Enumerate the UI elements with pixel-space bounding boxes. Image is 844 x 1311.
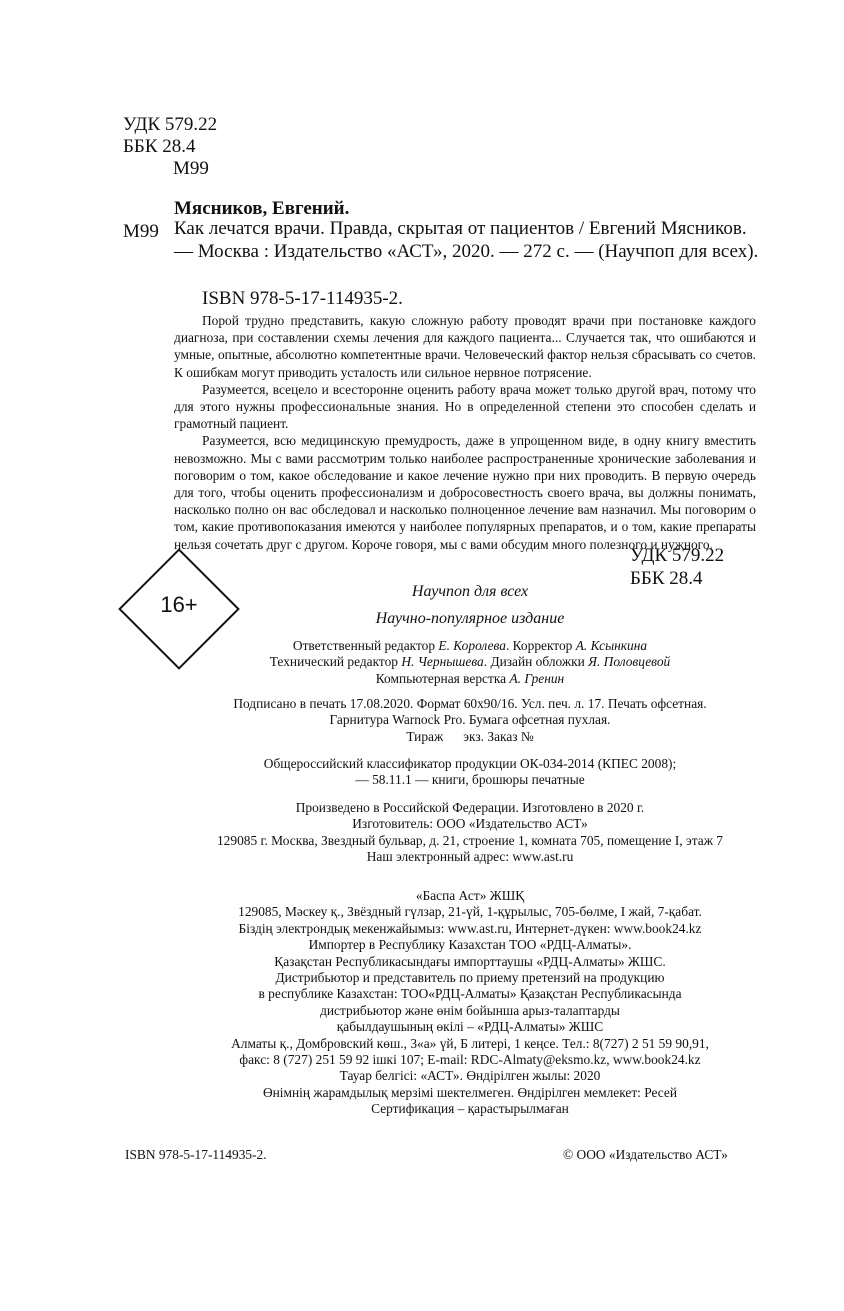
- footer-copyright: © ООО «Издательство АСТ»: [563, 1147, 728, 1162]
- kaz-line: Қазақстан Республикасындағы импорттаушы «РДЦ-Алматы» ЖШС.: [274, 953, 666, 969]
- kaz-line: Дистрибьютор и представитель по приему претензий на продукцию: [275, 970, 665, 986]
- footer-isbn: ISBN 978-5-17-114935-2.: [125, 1147, 267, 1162]
- classifier-info: [100, 756, 840, 789]
- print-info: [100, 696, 840, 745]
- credits-line: Ответственный редактор Е. Королева. Корректор А. Ксынкина: [292, 638, 648, 653]
- kazakhstan-info: [100, 888, 840, 1118]
- kaz-line: 129085, Мәскеу қ., Звёздный гүлзар, 21-үй, 1-құрылыс, 705-бөлме, I жай, 7-қабат.: [238, 904, 702, 920]
- kaz-line: Біздің электрондық мекенжайымыз: www.ast.ru, Интернет-дүкен: www.book24.kz: [238, 920, 702, 936]
- credits-line: Технический редактор Н. Чернышева. Дизайн обложки Я. Половцевой: [269, 654, 671, 670]
- producer-info: [100, 800, 840, 866]
- kaz-line: «Баспа Аст» ЖШҚ: [415, 888, 525, 903]
- print-line: Подписано в печать 17.08.2020. Формат 60x90/16. Усл. печ. л. 17. Печать офсетная.: [233, 696, 707, 711]
- classifier-line: Общероссийский классификатор продукции ОК-034-2014 (КПЕС 2008);: [263, 756, 677, 771]
- annotation-paragraph: Разумеется, всю медицинскую премудрость, даже в упрощенном виде, в одну книгу вместить невозможно. Мы с вами рассмотрим только наиболее распространенные хронические заболевания и поговорим о том, какое обследование и какое лечение нужно при них проводить. В первую очередь для того, чтобы оценить профессионализм и добросовестность своего врача, вы должны понимать, насколько полно он вас обследовал и насколько полноценное лечение вам назначил. Мы поговорим о том, какие противопоказания имеются у наиболее популярных препаратов, и о том, какие препараты нельзя сочетать друг с другом. Короче говоря, мы с вами обсудим много полезного и нужного.: [174, 433, 756, 552]
- kaz-line: Тауар белгісі: «АСТ». Өндірілген жылы: 2020: [339, 1068, 601, 1084]
- author-heading: Мясников, Евгений.: [174, 198, 350, 219]
- kaz-line: факс: 8 (727) 251 59 92 ішкі 107; E-mail: RDC-Almaty@eksmo.kz, www.book24.kz: [239, 1052, 701, 1068]
- annotation: [174, 312, 756, 553]
- genre-title: Научно-популярное издание: [375, 610, 565, 627]
- kaz-line: в республике Казахстан: ТОО«РДЦ-Алматы» Қазақстан Республикасында: [258, 986, 682, 1002]
- print-line: Гарнитура Warnock Pro. Бумага офсетная пухлая.: [329, 712, 611, 728]
- bbk-code: ББК 28.4: [123, 136, 196, 157]
- bbk-code: ББК 28.4: [630, 568, 703, 589]
- credits-line: Компьютерная верстка А. Гренин: [375, 670, 565, 686]
- kaz-line: қабылдаушының өкілі – «РДЦ-Алматы» ЖШС: [336, 1019, 604, 1035]
- credits: [100, 638, 840, 687]
- producer-line: Изготовитель: ООО «Издательство АСТ»: [352, 816, 588, 832]
- producer-line: Наш электронный адрес: www.ast.ru: [366, 849, 574, 865]
- kaz-line: Импортер в Республику Казахстан ТОО «РДЦ-Алматы».: [308, 937, 632, 953]
- producer-line: Произведено в Российской Федерации. Изготовлено в 2020 г.: [295, 800, 645, 815]
- bibliographic-description: Как лечатся врачи. Правда, скрытая от пациентов / Евгений Мясников. — Москва : Издательство «АСТ», 2020. — 272 с. — (Научпоп для всех).: [174, 218, 759, 262]
- udk-code: УДК 579.22: [123, 114, 218, 135]
- classifier-line: — 58.11.1 — книги, брошюры печатные: [355, 772, 585, 788]
- udk-code: УДК 579.22: [630, 545, 725, 566]
- annotation-paragraph: Разумеется, всецело и всесторонне оценить работу врача может только другой врач, потому что для этого нужны профессиональные знания. Но в определенной степени это способен сделать и грамотный пациент.: [174, 381, 756, 432]
- kaz-line: дистрибьютор және өнім бойынша арыз-талаптарды: [320, 1002, 620, 1018]
- age-rating-label: 16+: [160, 592, 198, 617]
- udk-block-top: [123, 114, 217, 180]
- producer-line: 129085 г. Москва, Звездный бульвар, д. 21, строение 1, комната 705, помещение I, этаж 7: [216, 832, 724, 848]
- author-mark-left: М99: [123, 221, 159, 242]
- print-line: Тираж экз. Заказ №: [406, 728, 534, 744]
- series-title: Научпоп для всех: [411, 583, 529, 600]
- kaz-line: Алматы қ., Домбровский көш., 3«а» үй, Б литері, 1 кеңсе. Тел.: 8(727) 2 51 59 90,91,: [231, 1035, 709, 1051]
- annotation-paragraph: Порой трудно представить, какую сложную работу проводят врачи при постановке каждого диагноза, при составлении схемы лечения для каждого пациента... Случается так, что ошибаются и умные, опытные, абсолютно компетентные врачи. Человеческий фактор нельзя сбрасывать со счетов. К ошибкам могут приводить усталость или сильное нервное потрясение.: [174, 313, 756, 380]
- kaz-line: Өнімнің жарамдылық мерзімі шектелмеген. Өндірілген мемлекет: Ресей: [262, 1084, 678, 1100]
- kaz-line: Сертификация – қарастырылмаған: [371, 1101, 569, 1117]
- isbn: ISBN 978-5-17-114935-2.: [202, 288, 403, 309]
- author-mark: М99: [173, 158, 209, 179]
